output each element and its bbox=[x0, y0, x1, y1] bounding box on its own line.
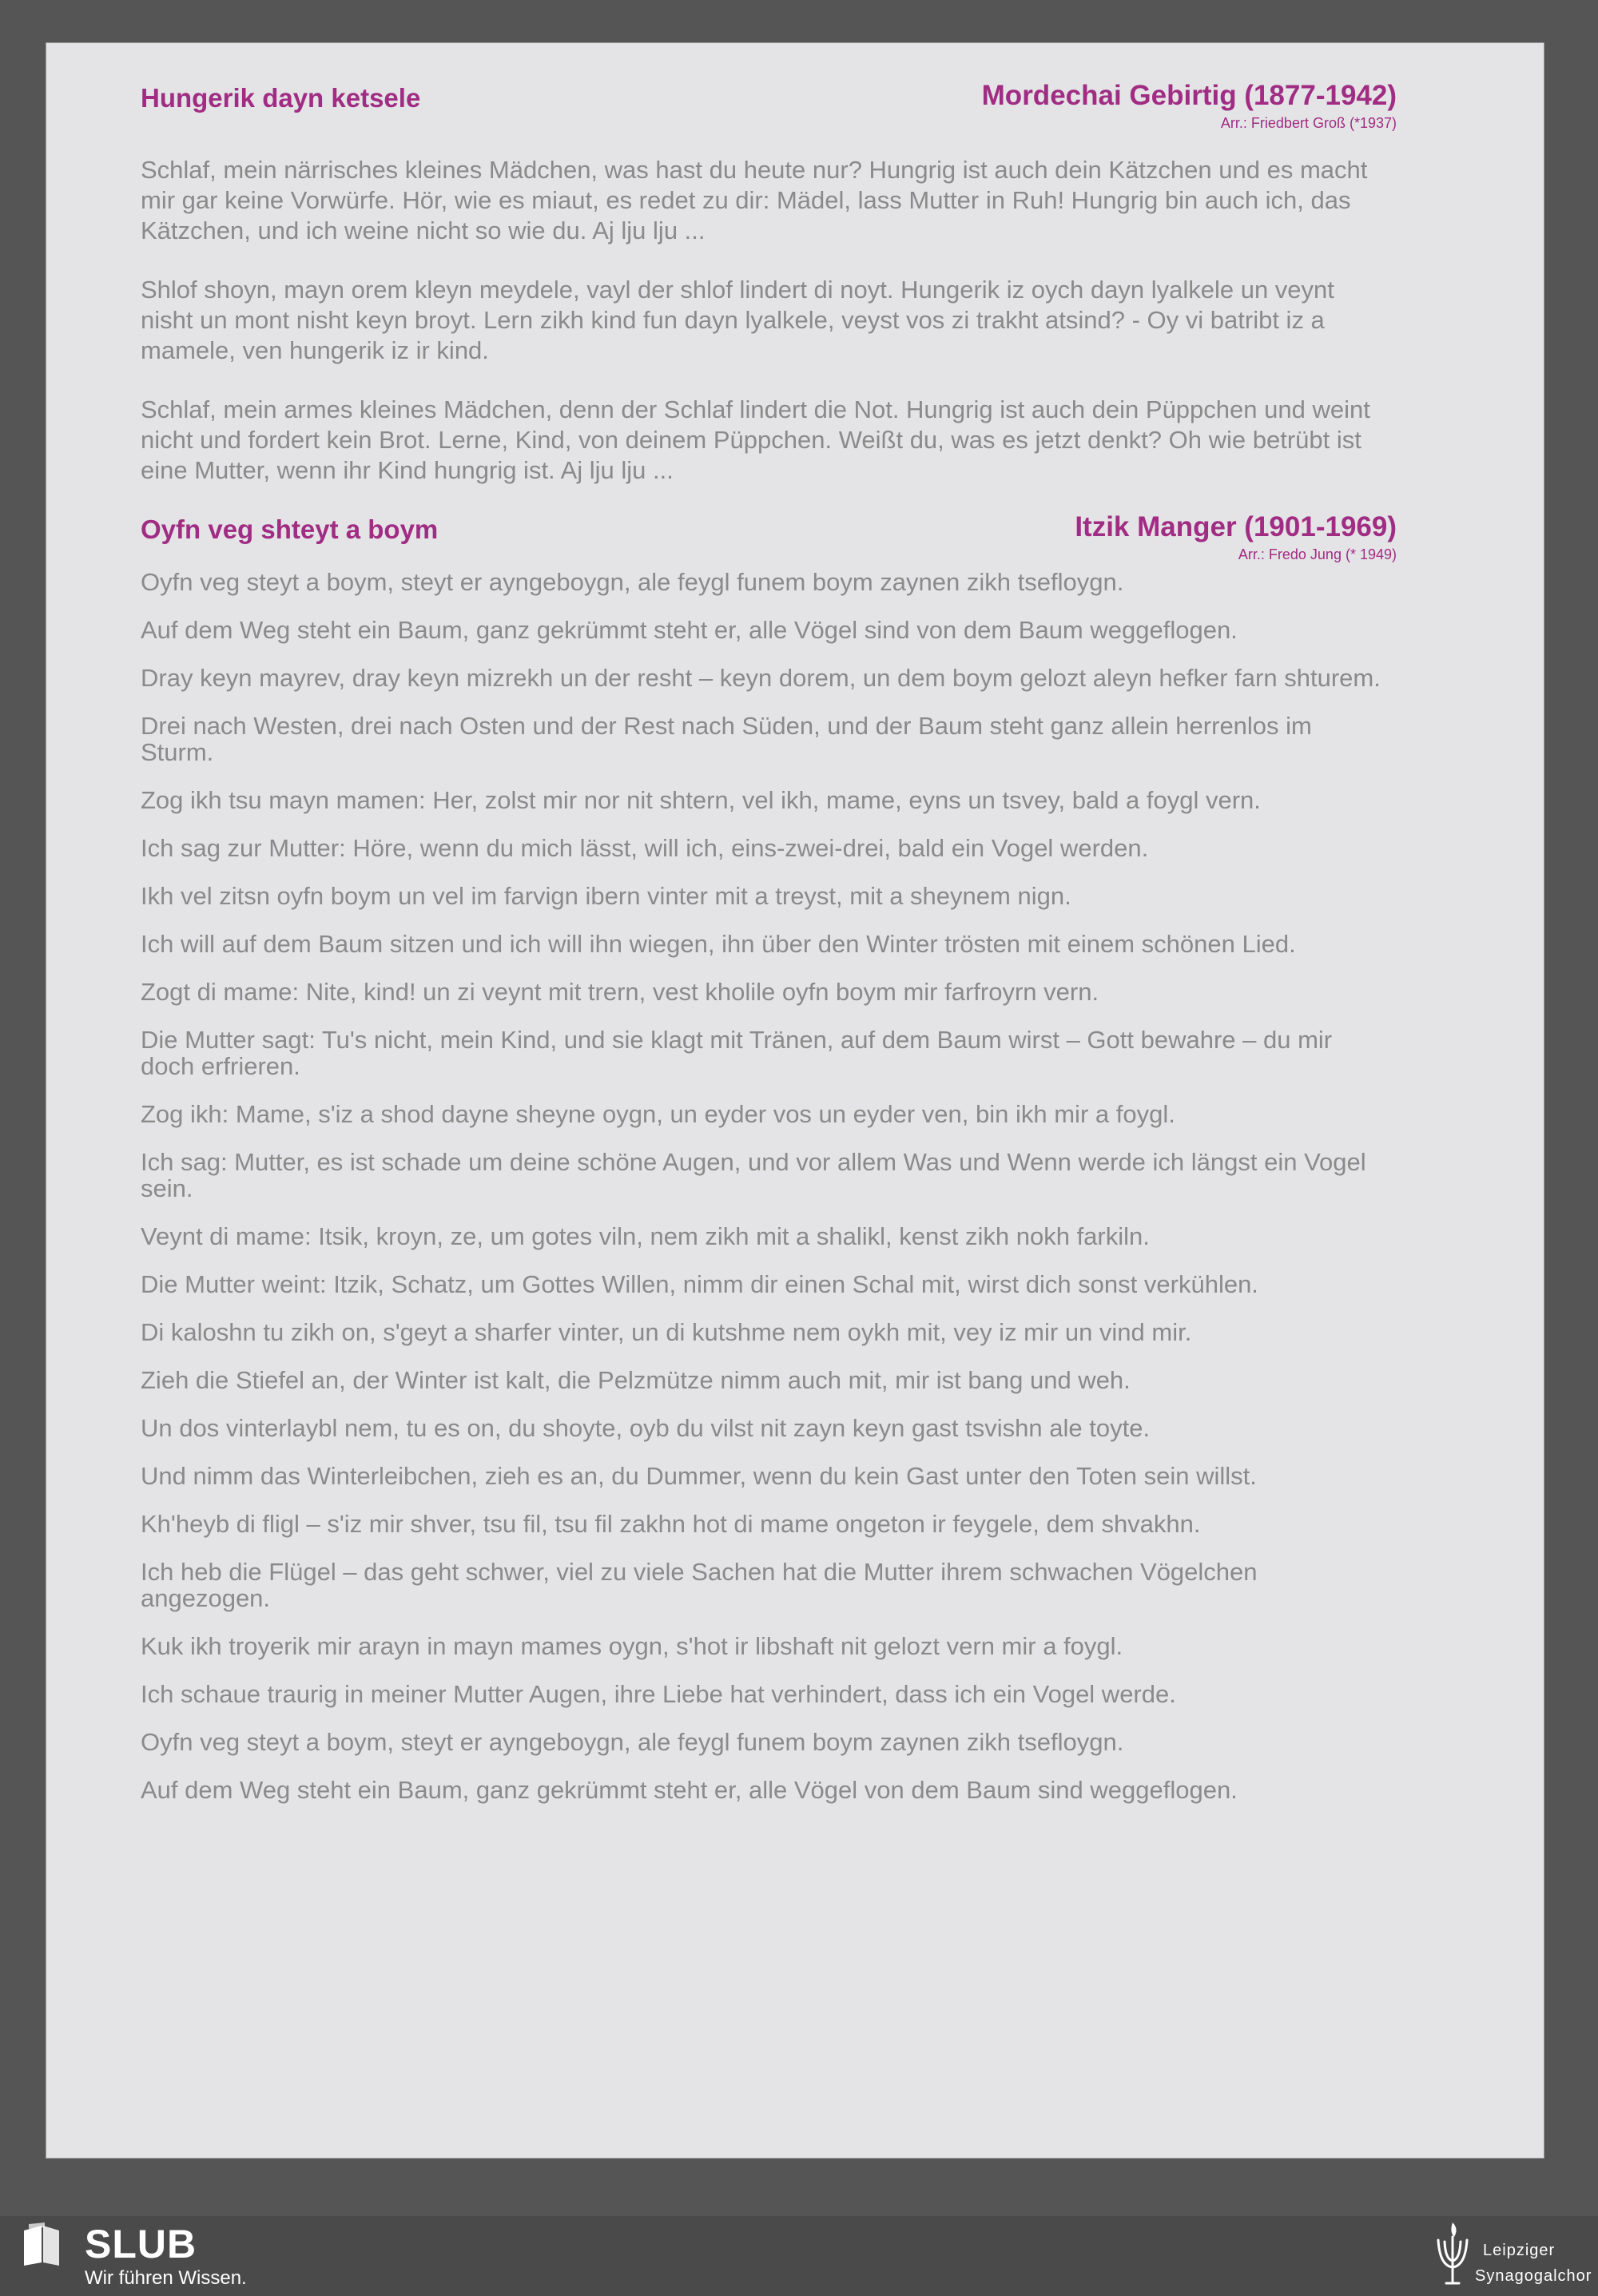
song-title: Hungerik dayn ketsele bbox=[141, 83, 421, 113]
lyrics-paragraph: Schlaf, mein närrisches kleines Mädchen, was hast du heute nur? Hungrig ist auch dein Kätzchen und es macht mir gar keine Vorwürfe. Hör, wie es miaut, es redet zu dir: Mädel, lass Mutter in Ruh! Hungrig bin auch ich, das Kätzchen, und ich weine nicht so wie du. Aj lju lju ... bbox=[141, 156, 1368, 244]
lyrics-line: Un dos vinterlaybl nem, tu es on, du shoyte, oyb du vilst nit zayn keyn gast tsvishn ale toyte. bbox=[141, 1414, 1151, 1442]
lyrics-line: Zogt di mame: Nite, kind! un zi veynt mit trern, vest kholile oyfn boym mir farfroyrn vern. bbox=[141, 978, 1099, 1006]
lyrics-line: Auf dem Weg steht ein Baum, ganz gekrümmt steht er, alle Vögel sind von dem Baum weggeflogen. bbox=[141, 616, 1238, 644]
lyrics-line: Die Mutter sagt: Tu's nicht, mein Kind, und sie klagt mit Tränen, auf dem Baum wirst – Gott bewahre – du mir doch erfrieren. bbox=[141, 1026, 1333, 1080]
song-title: Oyfn veg shteyt a boym bbox=[141, 514, 439, 544]
composer: Mordechai Gebirtig (1877-1942) bbox=[981, 80, 1397, 111]
lyrics-line: Ich schaue traurig in meiner Mutter Augen, ihre Liebe hat verhindert, dass ich ein Vogel werde. bbox=[141, 1680, 1176, 1708]
lyrics-line: Oyfn veg steyt a boym, steyt er ayngeboygn, ale feygl funem boym zaynen zikh tsefloygn. bbox=[141, 568, 1124, 596]
lyrics-line: Oyfn veg steyt a boym, steyt er ayngeboygn, ale feygl funem boym zaynen zikh tsefloygn. bbox=[141, 1728, 1124, 1756]
choir-name-line2: Synagogalchor bbox=[1475, 2267, 1592, 2285]
lyrics-line: Zieh die Stiefel an, der Winter ist kalt, die Pelzmütze nimm auch mit, mir ist bang und weh. bbox=[141, 1366, 1131, 1394]
song-header bbox=[141, 80, 1397, 133]
lyrics-line: Zog ikh tsu mayn mamen: Her, zolst mir nor nit shtern, vel ikh, mame, eyns un tsvey, bald a foygl vern. bbox=[141, 786, 1261, 814]
lyrics-line: Ich sag: Mutter, es ist schade um deine schöne Augen, und vor allem Was und Wenn werde ich längst ein Vogel sein. bbox=[141, 1148, 1366, 1202]
lyrics-line: Kuk ikh troyerik mir arayn in mayn mames oygn, s'hot ir libshaft nit gelozt vern mir a foygl. bbox=[141, 1632, 1123, 1660]
arranger: Arr.: Fredo Jung (* 1949) bbox=[1238, 546, 1397, 562]
choir-name-line1: Leipziger bbox=[1483, 2242, 1556, 2259]
lyrics-paragraph: Shlof shoyn, mayn orem kleyn meydele, vayl der shlof lindert di noyt. Hungerik iz oych dayn lyalkele un veynt nisht un mont nisht keyn broyt. Lern zikh kind fun dayn lyalkele, veyst vos zi trakht atsind? - Oy vi batribt iz a mamele, ven hungerik iz ir kind. bbox=[141, 276, 1334, 364]
lyrics-line: Drei nach Westen, drei nach Osten und der Rest nach Süden, und der Baum steht ganz allein herrenlos im Sturm. bbox=[141, 712, 1312, 766]
lyrics-line: Zog ikh: Mame, s'iz a shod dayne sheyne oygn, un eyder vos un eyder ven, bin ikh mir a foygl. bbox=[141, 1100, 1175, 1128]
song-oyfn-veg bbox=[141, 511, 1397, 1804]
lyrics-line: Ich will auf dem Baum sitzen und ich will ihn wiegen, ihn über den Winter trösten mit einem schönen Lied. bbox=[141, 930, 1296, 958]
song-hungerik bbox=[141, 80, 1397, 486]
lyrics-line: Ikh vel zitsn oyfn boym un vel im farvign ibern vinter mit a treyst, mit a sheynem nign. bbox=[141, 882, 1071, 910]
lyrics-line: Und nimm das Winterleibchen, zieh es an, du Dummer, wenn du kein Gast unter den Toten sein willst. bbox=[141, 1462, 1257, 1490]
lyrics-line: Ich heb die Flügel – das geht schwer, viel zu viele Sachen hat die Mutter ihrem schwachen Vögelchen angezogen. bbox=[141, 1558, 1258, 1612]
lyrics-line: Dray keyn mayrev, dray keyn mizrekh un der resht – keyn dorem, un dem boym gelozt aleyn hefker farn shturem. bbox=[141, 664, 1381, 692]
lyrics-line: Ich sag zur Mutter: Höre, wenn du mich lässt, will ich, eins-zwei-drei, bald ein Vogel werden. bbox=[141, 834, 1149, 862]
lyrics-line: Di kaloshn tu zikh on, s'geyt a sharfer vinter, un di kutshme nem oykh mit, vey iz mir un vind mir. bbox=[141, 1318, 1192, 1346]
lyrics-line: Kh'heyb di fligl – s'iz mir shver, tsu fil, tsu fil zakhn hot di mame ongeton ir feygele, dem shvakhn. bbox=[141, 1510, 1201, 1538]
arranger: Arr.: Friedbert Groß (*1937) bbox=[1220, 115, 1397, 131]
document-content bbox=[141, 80, 1397, 1825]
lyrics-line: Die Mutter weint: Itzik, Schatz, um Gottes Willen, nimm dir einen Schal mit, wirst dich sonst verkühlen. bbox=[141, 1270, 1258, 1298]
library-name[interactable]: SLUB bbox=[85, 2222, 197, 2266]
library-tagline: Wir führen Wissen. bbox=[85, 2267, 247, 2289]
menorah-icon bbox=[1432, 2221, 1473, 2288]
lyrics-paragraph: Schlaf, mein armes kleines Mädchen, denn der Schlaf lindert die Not. Hungrig ist auch dein Püppchen und weint nicht und fordert kein Brot. Lerne, Kind, von deinem Püppchen. Weißt du, was es jetzt denkt? Oh wie betrübt ist eine Mutter, wenn ihr Kind hungrig ist. Aj lju lju ... bbox=[141, 395, 1370, 484]
composer: Itzik Manger (1901-1969) bbox=[1075, 511, 1397, 542]
song-header bbox=[141, 511, 1397, 564]
lyrics-line: Veynt di mame: Itsik, kroyn, ze, um gotes viln, nem zikh mit a shalikl, kenst zikh nokh farkiln. bbox=[141, 1222, 1150, 1250]
lyrics-line: Auf dem Weg steht ein Baum, ganz gekrümmt steht er, alle Vögel von dem Baum sind weggeflogen. bbox=[141, 1776, 1238, 1804]
book-icon bbox=[21, 2223, 62, 2267]
